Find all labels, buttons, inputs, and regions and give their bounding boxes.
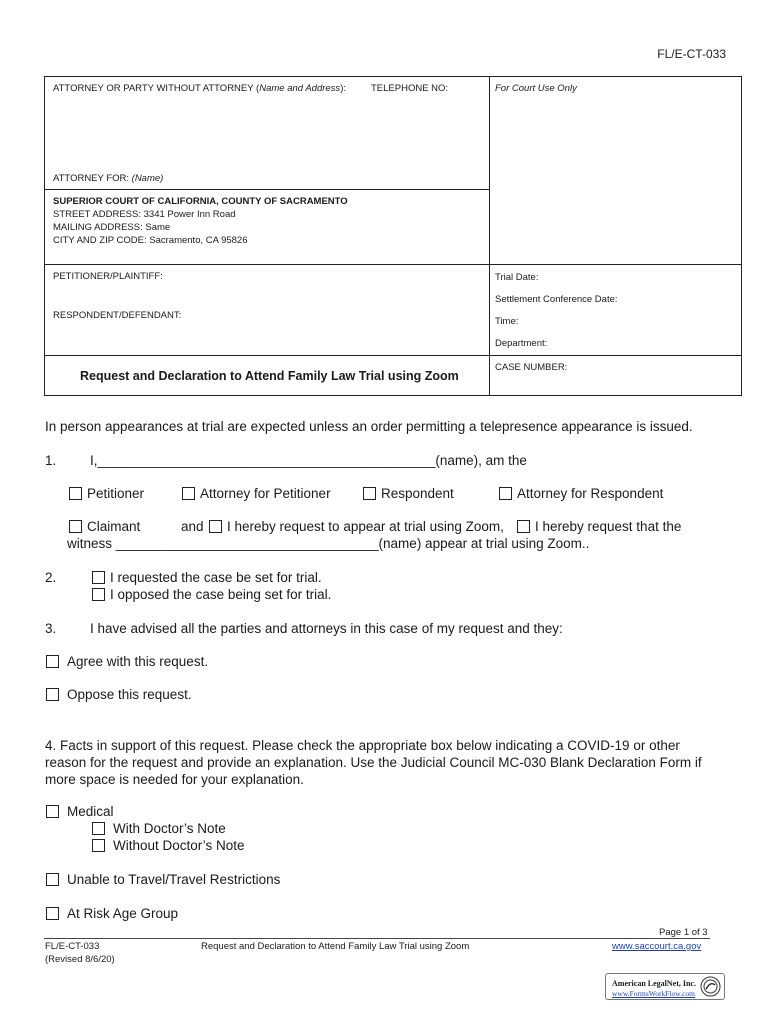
seal-icon — [700, 976, 721, 997]
option-petitioner[interactable]: Petitioner — [69, 485, 144, 502]
checkbox[interactable] — [46, 907, 59, 920]
option-claimant[interactable]: Claimant — [69, 518, 140, 535]
footer-rule — [44, 938, 710, 939]
witness-line: witness ___________________________________(name) appear at trial using Zoom.. — [67, 536, 590, 551]
option-risk-age[interactable]: At Risk Age Group — [46, 905, 178, 922]
checkbox[interactable] — [92, 822, 105, 835]
checkbox[interactable] — [46, 655, 59, 668]
petitioner-label: PETITIONER/PLAINTIFF: — [53, 271, 163, 282]
caption-rule — [45, 189, 489, 190]
street-address: STREET ADDRESS: 3341 Power Inn Road — [53, 209, 236, 220]
badge-url[interactable]: www.FormsWorkFlow.com — [612, 989, 696, 998]
option-agree[interactable]: Agree with this request. — [46, 653, 208, 670]
item4-line3: more space is needed for your explanation. — [45, 772, 304, 787]
trial-date-label: Trial Date: — [495, 272, 539, 283]
checkbox[interactable] — [517, 520, 530, 533]
checkbox[interactable] — [363, 487, 376, 500]
item4-line2: reason for the request and provide an explanation. Use the Judicial Council MC-030 Blank Declaration Form if — [45, 755, 702, 770]
form-title: Request and Declaration to Attend Family Law Trial using Zoom — [80, 369, 459, 383]
time-label: Time: — [495, 316, 519, 327]
attorney-for-label: ATTORNEY FOR: (Name) — [53, 173, 164, 184]
mailing-address: MAILING ADDRESS: Same — [53, 222, 171, 233]
option-travel[interactable]: Unable to Travel/Travel Restrictions — [46, 871, 280, 888]
caption-rule — [45, 264, 742, 265]
option-attorney-respondent[interactable]: Attorney for Respondent — [499, 485, 663, 502]
telephone-label: TELEPHONE NO: — [371, 83, 449, 94]
item1-number: 1. — [45, 453, 57, 468]
option-request-witness[interactable]: I hereby request that the — [517, 518, 681, 535]
form-id: FL/E-CT-033 — [657, 47, 726, 61]
checkbox[interactable] — [499, 487, 512, 500]
option-without-note[interactable]: Without Doctor’s Note — [92, 837, 245, 854]
court-name: SUPERIOR COURT OF CALIFORNIA, COUNTY OF SACRAMENTO — [53, 196, 348, 207]
case-number-label: CASE NUMBER: — [495, 362, 568, 373]
court-use-label: For Court Use Only — [495, 83, 577, 94]
checkbox[interactable] — [182, 487, 195, 500]
checkbox[interactable] — [209, 520, 222, 533]
item4-line1: 4. Facts in support of this request. Please check the appropriate box below indicating a COVID-19 or other — [45, 738, 680, 753]
option-attorney-petitioner[interactable]: Attorney for Petitioner — [182, 485, 331, 502]
option-medical[interactable]: Medical — [46, 803, 114, 820]
option-respondent[interactable]: Respondent — [363, 485, 454, 502]
footer-form-id: FL/E-CT-033 — [45, 941, 100, 952]
footer-revised: (Revised 8/6/20) — [45, 954, 115, 965]
city-zip: CITY AND ZIP CODE: Sacramento, CA 95826 — [53, 235, 248, 246]
option-with-note[interactable]: With Doctor’s Note — [92, 820, 226, 837]
respondent-label: RESPONDENT/DEFENDANT: — [53, 310, 182, 321]
caption-divider — [489, 77, 490, 355]
badge-company: American LegalNet, Inc. — [612, 979, 696, 988]
checkbox[interactable] — [69, 487, 82, 500]
court-website-link[interactable]: www.saccourt.ca.gov — [612, 941, 702, 952]
item2-number: 2. — [45, 570, 57, 585]
department-label: Department: — [495, 338, 548, 349]
legalnet-badge[interactable] — [605, 973, 725, 1000]
option-oppose[interactable]: Oppose this request. — [46, 686, 192, 703]
caption-rule — [45, 355, 742, 356]
settlement-date-label: Settlement Conference Date: — [495, 294, 618, 305]
checkbox[interactable] — [92, 588, 105, 601]
option-requested-trial[interactable]: I requested the case be set for trial. — [92, 569, 322, 586]
page-number: Page 1 of 3 — [659, 927, 708, 938]
checkbox[interactable] — [92, 571, 105, 584]
intro-text: In person appearances at trial are expected unless an order permitting a telepresence appearance is issued. — [45, 419, 693, 434]
item3-number: 3. — [45, 621, 57, 636]
checkbox[interactable] — [92, 839, 105, 852]
footer-title: Request and Declaration to Attend Family Law Trial using Zoom — [201, 941, 470, 952]
item1-text: I,_____________________________________________(name), am the — [90, 453, 527, 468]
and-text: and — [181, 519, 204, 534]
checkbox[interactable] — [69, 520, 82, 533]
option-request-self[interactable]: I hereby request to appear at trial using Zoom, — [209, 518, 504, 535]
option-opposed-trial[interactable]: I opposed the case being set for trial. — [92, 586, 331, 603]
caption-divider — [489, 355, 490, 396]
attorney-header: ATTORNEY OR PARTY WITHOUT ATTORNEY (Name and Address): — [53, 83, 346, 94]
checkbox[interactable] — [46, 873, 59, 886]
item3-text: I have advised all the parties and attorneys in this case of my request and they: — [90, 621, 563, 636]
checkbox[interactable] — [46, 688, 59, 701]
checkbox[interactable] — [46, 805, 59, 818]
